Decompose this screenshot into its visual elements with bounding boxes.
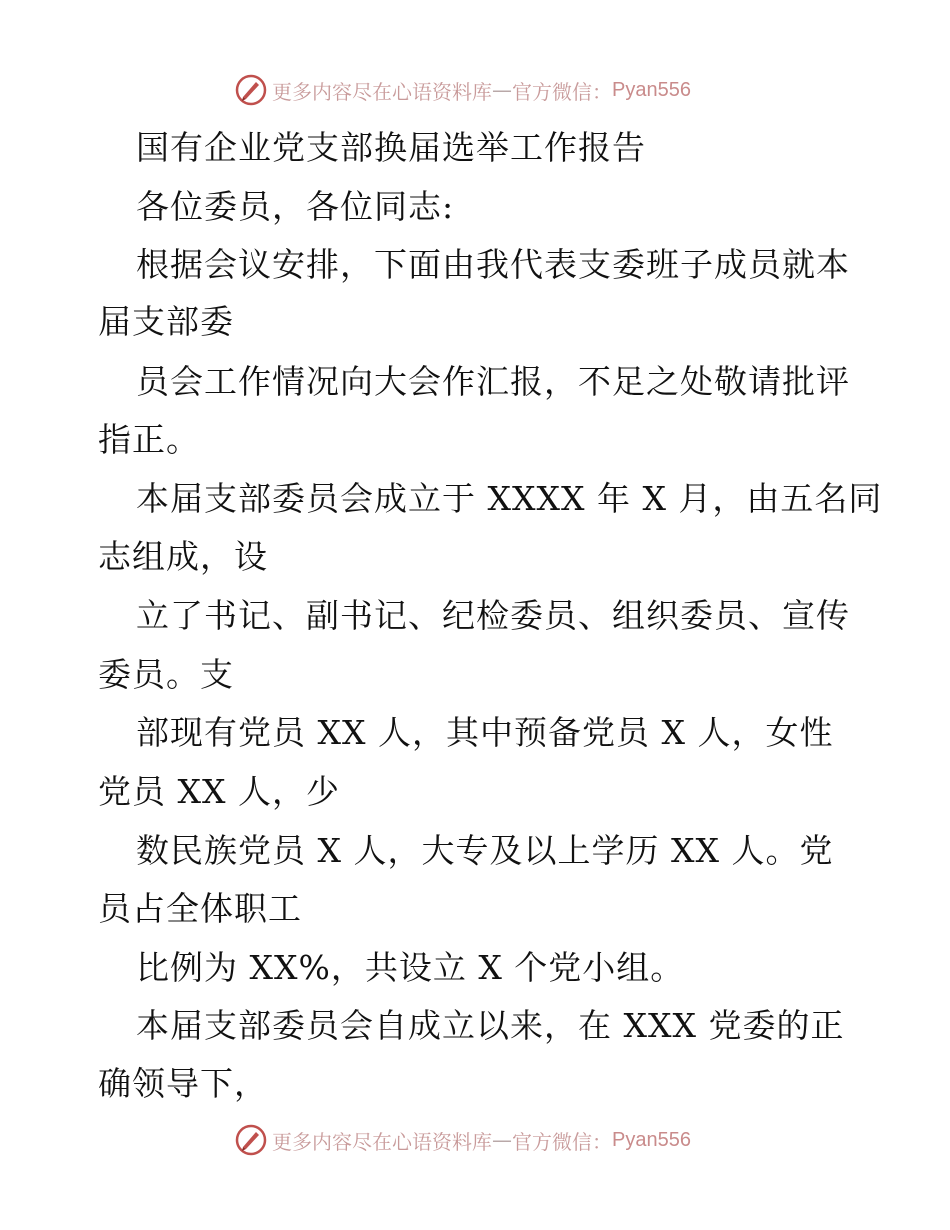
salutation: 各位委员，各位同志: [136,187,455,226]
paragraph-line: 委员。支 [98,655,234,694]
paragraph-line: 志组成，设 [98,537,268,576]
paragraph-line: 根据会议安排，下面由我代表支委班子成员就本 [136,245,850,284]
paragraph-line: 数民族党员 X 人，大专及以上学历 XX 人。党 [136,831,834,870]
header-watermark-banner [234,72,691,108]
banner-separator: — [492,78,512,102]
document-title: 国有企业党支部换届选举工作报告 [136,128,646,167]
circle-pen-logo-icon [234,73,268,107]
banner-separator: — [492,1128,512,1152]
paragraph-line: 员会工作情况向大会作汇报，不足之处敬请批评 [136,362,850,401]
paragraph-line: 指正。 [98,420,200,459]
paragraph-line: 党员 XX 人，少 [98,772,340,811]
banner-wechat-id: Pyan556 [612,1128,691,1151]
banner-wechat-label: 官方微信： [512,1129,612,1154]
paragraph-line: 本届支部委员会自成立以来，在 XXX 党委的正 [136,1006,845,1045]
paragraph-line: 本届支部委员会成立于 XXXX 年 X 月，由五名同 [136,479,883,518]
banner-text: 更多内容尽在心语资料库 [272,1129,492,1154]
paragraph-line: 部现有党员 XX 人，其中预备党员 X 人，女性 [136,713,834,752]
footer-watermark-banner [234,1122,691,1158]
paragraph-line: 确领导下， [98,1064,268,1103]
paragraph-line: 立了书记、副书记、纪检委员、组织委员、宣传 [136,596,850,635]
circle-pen-logo-icon [234,1123,268,1157]
banner-wechat-id: Pyan556 [612,78,691,101]
paragraph-line: 员占全体职工 [98,889,302,928]
banner-text: 更多内容尽在心语资料库 [272,79,492,104]
banner-wechat-label: 官方微信： [512,79,612,104]
paragraph-line: 比例为 XX%，共设立 X 个党小组。 [136,948,685,987]
paragraph-line: 届支部委 [98,302,234,341]
